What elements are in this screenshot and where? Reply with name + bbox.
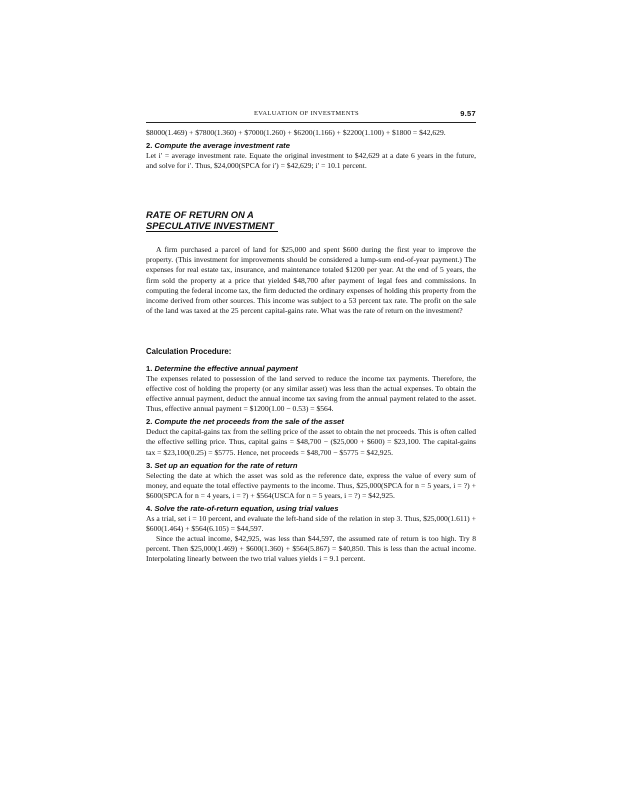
- book-page: [146, 110, 476, 564]
- step-title: Determine the effective annual payment: [154, 363, 298, 373]
- step-title: Compute the average investment rate: [154, 141, 290, 151]
- step-number: 1.: [146, 363, 153, 373]
- section-title-line-1: RATE OF RETURN ON A: [146, 209, 254, 221]
- top-equation: $8000(1.469) + $7800(1.360) + $7000(1.260) + $6200(1.166) + $2200(1.100) + $1800 = $42,629.: [146, 128, 446, 137]
- step-2-heading: [146, 417, 476, 427]
- section-title-line-2: SPECULATIVE INVESTMENT: [146, 221, 278, 233]
- problem-statement: A firm purchased a parcel of land for $25,000 and spent $600 during the first year to improve the property. (This investment for improvements should be considered a lump-sum end-of-year payment.) The expenses for real estate tax, insurance, and maintenance totaled $1200 per year. At the end of 5 years, the firm sold the property at a price that yielded $48,700 after payment of legal fees and commissions. In computing the federal income tax, the firm deducted the ordinary expenses of holding this property from the income derived from other sources. This income was subject to a 53 percent tax rate. The profit on the sale of the land was taxed at the 25 percent capital-gains rate. What was the rate of return on the investment?: [146, 245, 476, 315]
- step-2-body-prev: Let i′ = average investment rate. Equate the original investment to $42,629 at a date 6 years in the future, and solve for i′. Thus, $24,000(SPCA for i′) = $42,629; i′ = 10.1 percent.: [146, 151, 476, 171]
- step-number: 4.: [146, 503, 153, 513]
- step-2-heading-prev: [146, 141, 476, 151]
- step-title: Solve the rate-of-return equation, using trial values: [154, 503, 339, 513]
- header-rule: [146, 122, 476, 123]
- step-3-heading: [146, 461, 476, 471]
- section-title: [146, 210, 278, 232]
- step-title: Set up an equation for the rate of return: [154, 460, 298, 470]
- step-1-heading: [146, 364, 476, 374]
- step-4-heading: [146, 504, 476, 514]
- step-number: 3.: [146, 460, 153, 470]
- step-title: Compute the net proceeds from the sale of the asset: [154, 417, 344, 427]
- step-4-body-continued: Since the actual income, $42,925, was less than $44,597, the assumed rate of return is too high. Try 8 percent. Then $25,000(1.469) + $600(1.360) + $564(5.867) = $40,850. This is less than the actual income. Interpolating linearly between the two trial values yields i = 9.1 percent.: [146, 534, 476, 564]
- step-2-body: Deduct the capital-gains tax from the selling price of the asset to obtain the net proceeds. This is often called the effective selling price. Thus, capital gains = $48,700 − ($25,000 + $600) = $23,100. The capital-gains tax = $23,100(0.25) = $5775. Hence, net proceeds = $48,700 − $5775 = $42,925.: [146, 427, 476, 457]
- calculation-procedure-heading: Calculation Procedure:: [146, 346, 232, 356]
- running-head-title: EVALUATION OF INVESTMENTS: [254, 110, 359, 117]
- running-head: [146, 110, 476, 122]
- page-number: 9.57: [460, 109, 476, 118]
- step-number: 2.: [146, 417, 153, 427]
- step-number: 2.: [146, 141, 153, 151]
- step-4-body: As a trial, set i = 10 percent, and evaluate the left-hand side of the relation in step 3. Thus, $25,000(1.611) + $600(1.464) + $564(6.105) = $44,597.: [146, 513, 476, 533]
- step-1-body: The expenses related to possession of the land served to reduce the income tax payments. Therefore, the effective cost of holding the property (or any similar asset) was less than the actual expenses. To obtain the effective annual payment, deduct the annual income tax saving from the annual payment related to the asset. Thus, effective annual payment = $1200(1.00 − 0.53) = $564.: [146, 373, 476, 414]
- step-3-body: Selecting the date at which the asset was sold as the reference date, express the value of every sum of money, and equate the total effective payments to the income. Thus, $25,000(SPCA for n = 5 years, i = ?) + $600(SPCA for n = 4 years, i = ?) + $564(USCA for n = 5 years, i = ?) = $42,925.: [146, 470, 476, 500]
